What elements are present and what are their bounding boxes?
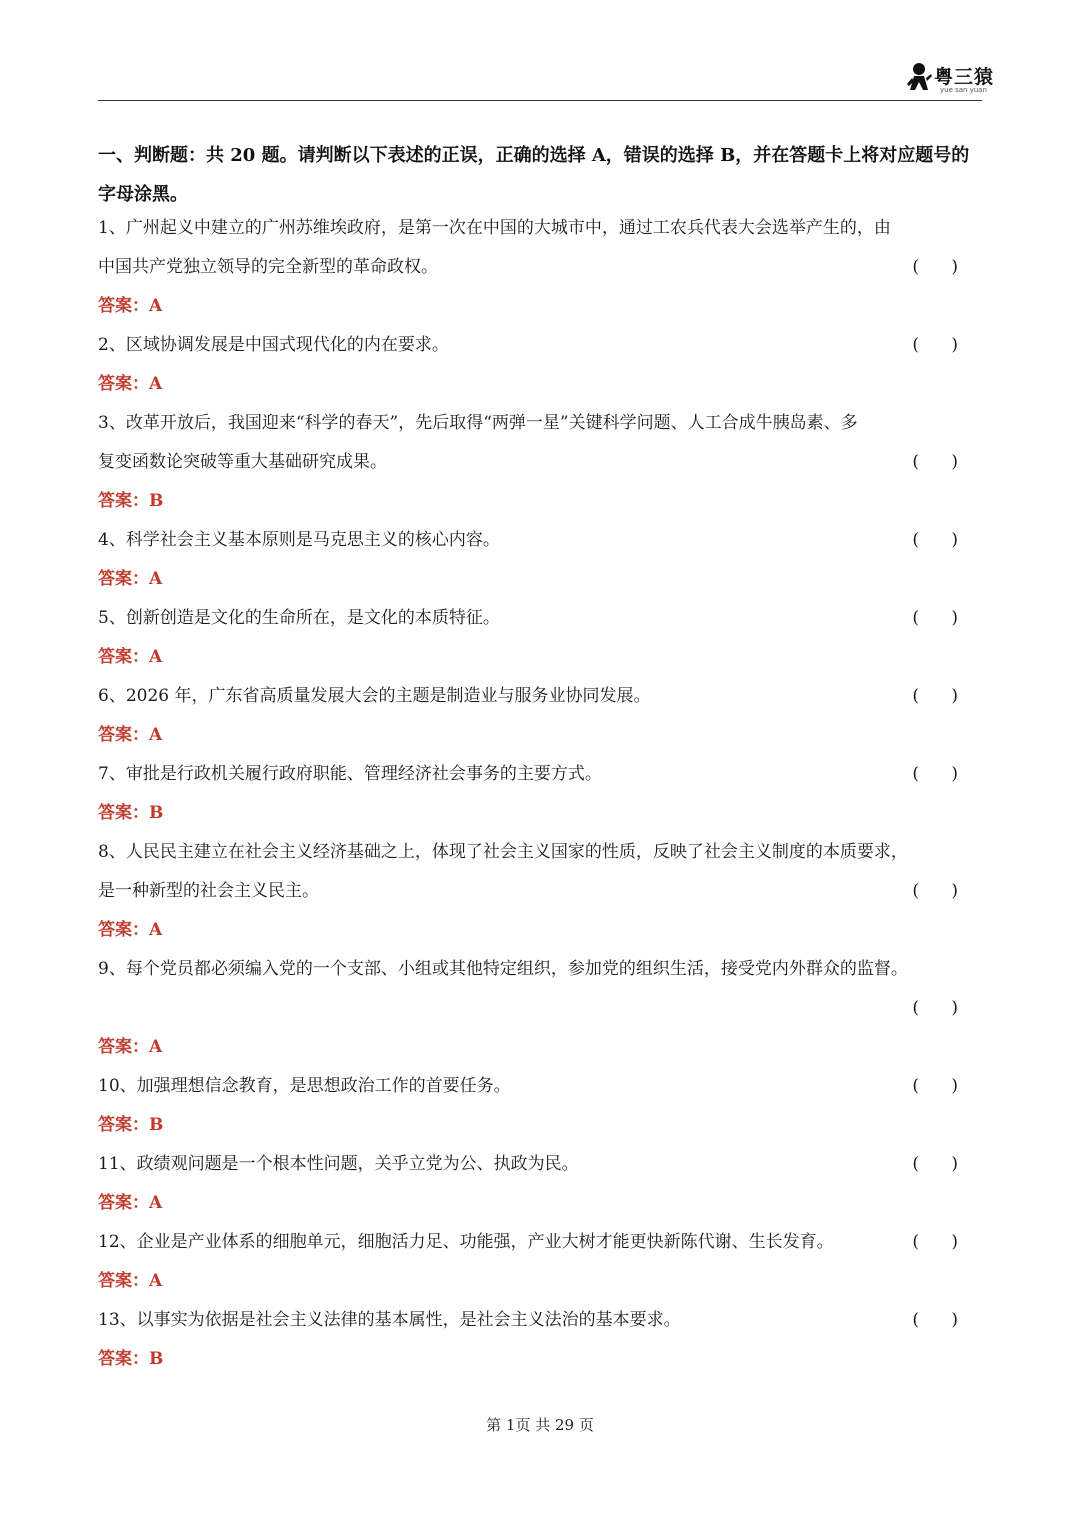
logo-text: 粤三猿 — [934, 66, 995, 88]
question-line — [98, 760, 982, 788]
question-line — [98, 604, 982, 632]
question-line — [98, 877, 982, 905]
answer-label: 答案：A — [98, 296, 163, 316]
answer-label: 答案：B — [98, 803, 164, 823]
logo-subtext: yue san yuan — [940, 86, 988, 94]
answer-label: 答案：B — [98, 1349, 164, 1369]
page-footer: 第 1页 共 29 页 — [486, 1416, 594, 1434]
question-text: 10、加强理想信念教育，是思想政治工作的首要任务。 — [98, 1076, 511, 1096]
answer-label: 答案：A — [98, 920, 163, 940]
answer-blank: ( ) — [912, 257, 958, 277]
question-line — [98, 1306, 982, 1334]
answer-blank: ( ) — [912, 764, 958, 784]
question-line — [98, 955, 982, 983]
answer-label: 答案：B — [98, 491, 164, 511]
answer-label: 答案：A — [98, 1271, 163, 1291]
section-title: 一、判断题：共 20 题。请判断以下表述的正误，正确的选择 A，错误的选择 B，并在答题卡上将对应题号的字母涂黑。 — [98, 145, 970, 205]
question-text: 12、企业是产业体系的细胞单元，细胞活力足、功能强，产业大树才能更快新陈代谢、生长发育。 — [98, 1232, 834, 1252]
answer-blank: ( ) — [912, 608, 958, 628]
question-line — [98, 1150, 982, 1178]
answer-label: 答案：A — [98, 1037, 163, 1057]
question-text: 中国共产党独立领导的完全新型的革命政权。 — [98, 257, 438, 277]
question-text: 2、区域协调发展是中国式现代化的内在要求。 — [98, 335, 449, 355]
answer-blank: ( ) — [912, 881, 958, 901]
question-line — [98, 1072, 982, 1100]
answer-label: 答案：B — [98, 1115, 164, 1135]
question-text: 3、改革开放后，我国迎来“科学的春天”，先后取得“两弹一星”关键科学问题、人工合成牛胰岛素、多 — [98, 413, 858, 433]
question-text: 6、2026 年，广东省高质量发展大会的主题是制造业与服务业协同发展。 — [98, 686, 651, 706]
question-text: 4、科学社会主义基本原则是马克思主义的核心内容。 — [98, 530, 500, 550]
answer-blank: ( ) — [912, 1310, 958, 1330]
header-divider — [98, 100, 982, 101]
answer-label: 答案：A — [98, 1193, 163, 1213]
answer-blank: ( ) — [912, 686, 958, 706]
answer-blank: ( ) — [912, 452, 958, 472]
question-text: 复变函数论突破等重大基础研究成果。 — [98, 452, 387, 472]
answer-blank: ( ) — [912, 530, 958, 550]
question-line — [98, 1228, 982, 1256]
question-line — [98, 448, 982, 476]
question-line — [98, 682, 982, 710]
question-text: 13、以事实为依据是社会主义法律的基本属性，是社会主义法治的基本要求。 — [98, 1310, 681, 1330]
answer-label: 答案：A — [98, 647, 163, 667]
question-text: 1、广州起义中建立的广州苏维埃政府，是第一次在中国的大城市中，通过工农兵代表大会选举产生的，由 — [98, 218, 891, 238]
answer-label: 答案：A — [98, 374, 163, 394]
monkey-logo-icon — [906, 62, 932, 92]
question-text: 7、审批是行政机关履行政府职能、管理经济社会事务的主要方式。 — [98, 764, 602, 784]
question-text: 8、人民民主建立在社会主义经济基础之上，体现了社会主义国家的性质，反映了社会主义制度的本质要求， — [98, 842, 908, 862]
answer-label: 答案：A — [98, 569, 163, 589]
brand-logo — [906, 60, 996, 96]
answer-blank: ( ) — [912, 335, 958, 355]
question-text: 9、每个党员都必须编入党的一个支部、小组或其他特定组织，参加党的组织生活，接受党内外群众的监督。 — [98, 959, 908, 979]
answer-blank: ( ) — [912, 1154, 958, 1174]
question-line — [98, 331, 982, 359]
question-line — [98, 994, 982, 1022]
question-line — [98, 214, 982, 242]
question-line — [98, 838, 982, 866]
question-line — [98, 526, 982, 554]
answer-blank: ( ) — [912, 998, 958, 1018]
question-text: 11、政绩观问题是一个根本性问题，关乎立党为公、执政为民。 — [98, 1154, 579, 1174]
question-text: 是一种新型的社会主义民主。 — [98, 881, 319, 901]
answer-blank: ( ) — [912, 1076, 958, 1096]
question-line — [98, 409, 982, 437]
answer-blank: ( ) — [912, 1232, 958, 1252]
question-text: 5、创新创造是文化的生命所在，是文化的本质特征。 — [98, 608, 500, 628]
question-line — [98, 253, 982, 281]
answer-label: 答案：A — [98, 725, 163, 745]
